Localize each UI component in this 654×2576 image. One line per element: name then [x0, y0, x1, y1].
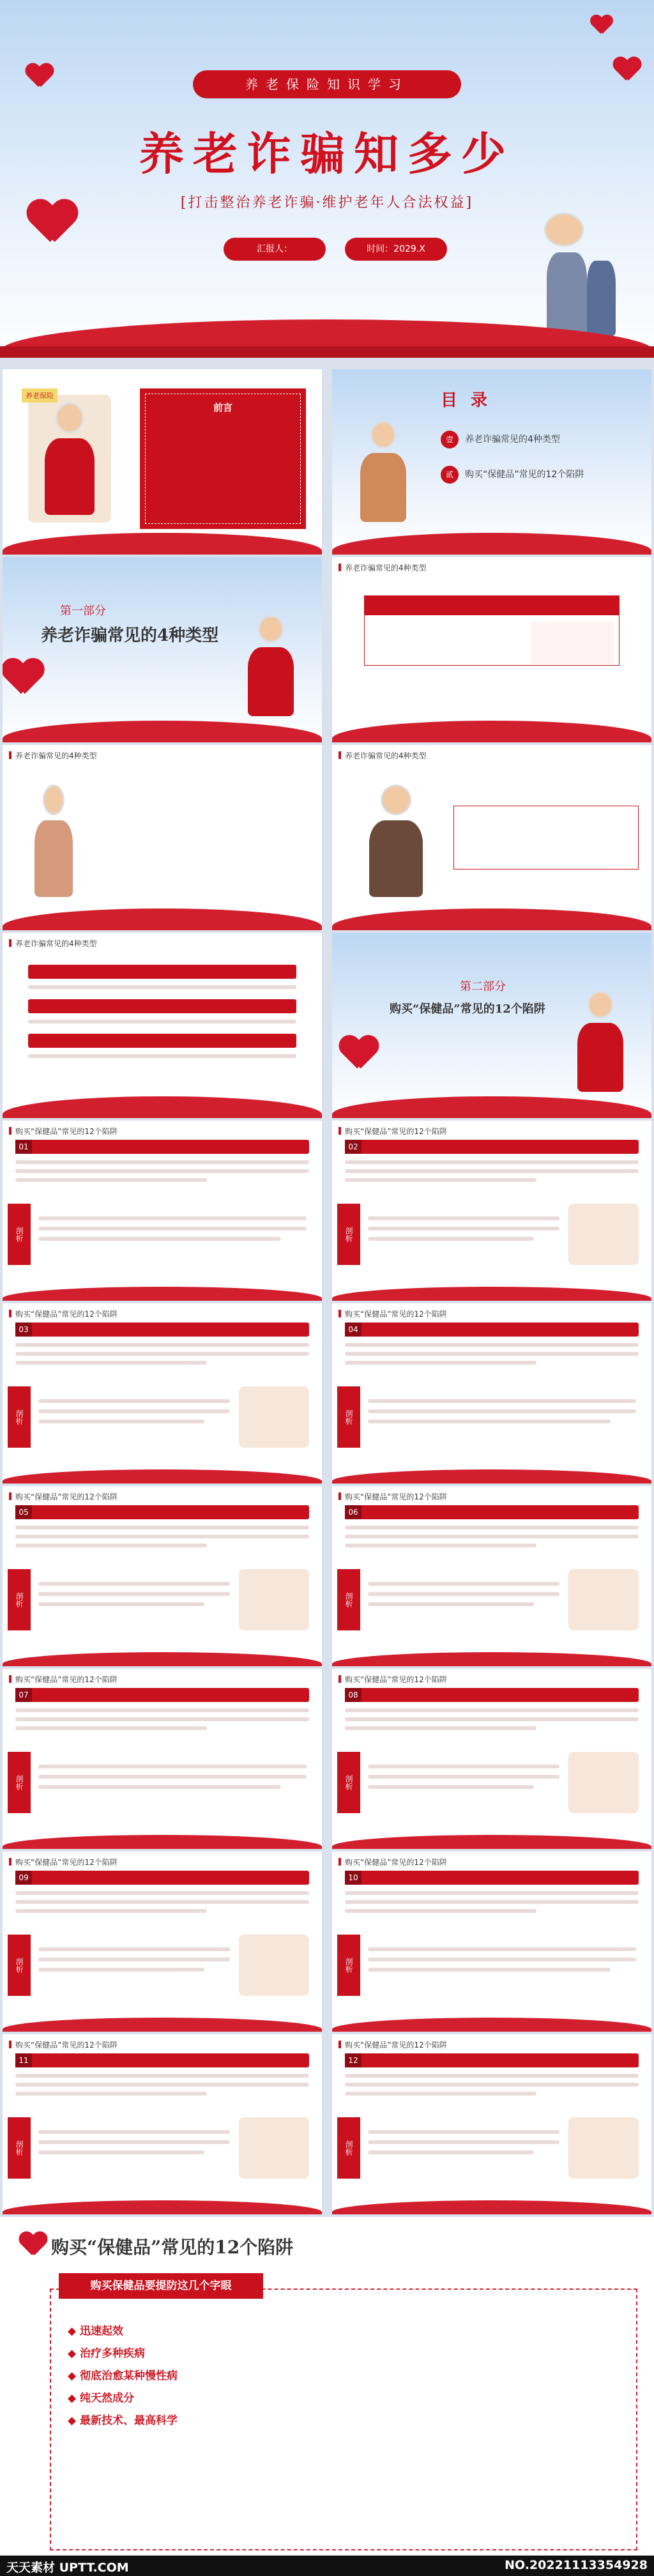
heart-icon: [613, 57, 641, 83]
pitfall-title-bar: 02: [345, 1140, 639, 1154]
pitfall-title-bar: 12: [345, 2053, 639, 2067]
red-bar: [28, 999, 296, 1013]
slide-header: 购买“保健品”常见的12个陷阱: [9, 1857, 118, 1867]
part-title: 养老诈骗常见的4种类型: [41, 626, 219, 645]
slide-text: [118, 841, 309, 898]
pitfall-title-bar: 05: [15, 1505, 309, 1519]
slide-final: [0, 2217, 654, 2556]
slide-header: 购买“保健品”常见的12个陷阱: [9, 1308, 118, 1319]
slide-pitfall-10: [332, 1851, 651, 2032]
analysis-label: 剖析: [337, 1386, 360, 1448]
slide-header: 购买“保健品”常见的12个陷阱: [338, 1491, 447, 1502]
elderly-illustration: [239, 2117, 309, 2179]
elderly-couple-illustration: [524, 204, 639, 345]
slide-header: 购买“保健品”常见的12个陷阱: [338, 1126, 447, 1137]
part-label: 第一部分: [60, 604, 106, 618]
final-band: 购买保健品要提防这几个字眼: [59, 2273, 263, 2299]
slide-type-3-4: [332, 745, 651, 930]
analysis-label: 剖析: [8, 1204, 31, 1265]
analysis-label: 剖析: [8, 1569, 31, 1630]
slide-header: 购买“保健品”常见的12个陷阱: [338, 1857, 447, 1867]
analysis-label: 剖析: [8, 1935, 31, 1996]
slide-header: 养老诈骗常见的4种类型: [9, 750, 97, 761]
analysis-label: 剖析: [8, 2117, 31, 2179]
tip-title: ◆ 迅速起效: [68, 2322, 620, 2338]
slide-part2: [332, 933, 651, 1118]
pitfall-title-bar: 03: [15, 1322, 309, 1337]
elderly-couple-illustration: [345, 414, 422, 529]
tips-box: [50, 2288, 637, 2550]
toc-item-2[interactable]: 贰 购买“保健品”常见的12个陷阱: [441, 465, 584, 484]
tip-title: ◆ 最新技术、最高科学: [68, 2411, 620, 2427]
slide-header: 购买“保健品”常见的12个陷阱: [9, 1126, 118, 1137]
slide-header: 购买“保健品”常见的12个陷阱: [338, 1674, 447, 1685]
elderly-illustration: [239, 1935, 309, 1996]
tip-title: ◆ 纯天然成分: [68, 2389, 620, 2405]
heart-icon: [26, 64, 54, 89]
heart-icon: [339, 1036, 379, 1072]
red-banner: [365, 596, 619, 615]
elderly-helper-illustration: [351, 777, 441, 905]
toc-item-1[interactable]: 壹 养老诈骗常见的4种类型: [441, 430, 560, 449]
footer-bar: [0, 2556, 654, 2576]
slide-header: 养老诈骗常见的4种类型: [338, 750, 427, 761]
slide-text: [118, 777, 309, 834]
elderly-illustration: [568, 1569, 639, 1630]
time-pill: 时间：2029.X: [345, 238, 447, 261]
slide-type-overview: [332, 557, 651, 742]
cover-slide: [0, 0, 654, 358]
footer-right: NO.20221113354928: [505, 2558, 648, 2572]
tip-title: ◆ 治疗多种疾病: [68, 2344, 620, 2360]
elderly-illustration: [568, 1204, 639, 1265]
red-bar: [28, 1034, 296, 1048]
intro-sign: 养老保险: [22, 388, 57, 402]
pitfall-title-bar: 07: [15, 1688, 309, 1702]
slide-pitfall-03: [3, 1303, 322, 1483]
pitfall-title-bar: 11: [15, 2053, 309, 2067]
slide-pitfall-01: [3, 1121, 322, 1301]
elderly-wheelchair-illustration: [28, 395, 111, 523]
pitfall-title-bar: 09: [15, 1871, 309, 1885]
slide-toc: [332, 369, 651, 555]
toc-title: 目 录: [441, 391, 492, 410]
slide-part1: [3, 557, 322, 742]
slide-type-1-2: [3, 745, 322, 930]
slide-header: 购买“保健品”常见的12个陷阱: [9, 1491, 118, 1502]
pitfall-title-bar: 04: [345, 1322, 639, 1337]
analysis-label: 剖析: [8, 1752, 31, 1813]
intro-title: 前言: [213, 402, 232, 413]
page-title: 养老诈骗知多少: [139, 127, 515, 180]
part-title: 购买“保健品”常见的12个陷阱: [390, 1002, 545, 1016]
pitfall-title-bar: 01: [15, 1140, 309, 1154]
part-label: 第二部分: [460, 980, 506, 993]
reporter-pill: 汇报人：: [224, 238, 326, 261]
analysis-label: 剖析: [337, 2117, 360, 2179]
slide-header: 购买“保健品”常见的12个陷阱: [9, 1674, 118, 1685]
slide-header: 养老诈骗常见的4种类型: [9, 938, 97, 949]
caregiver-illustration: [232, 608, 309, 723]
intro-box: [140, 388, 306, 529]
slide-header: 养老诈骗常见的4种类型: [338, 562, 427, 573]
cover-band: 养老保险知识学习: [193, 70, 461, 98]
slide-pitfall-06: [332, 1486, 651, 1666]
caregiver-illustration: [562, 984, 639, 1099]
slide-header: 购买“保健品”常见的12个陷阱: [338, 2039, 447, 2050]
slide-pitfall-05: [3, 1486, 322, 1666]
cover-subtitle: [打击整治养老诈骗·维护老年人合法权益]: [180, 195, 474, 211]
slide-text: [371, 619, 524, 661]
slide-text: [460, 811, 633, 865]
analysis-label: 剖析: [337, 1935, 360, 1996]
tip-title: ◆ 彻底治愈某种慢性病: [68, 2366, 620, 2382]
heart-icon: [590, 15, 612, 36]
heart-icon: [3, 659, 44, 698]
slide-intro: [3, 369, 322, 555]
slide-pitfall-02: [332, 1121, 651, 1301]
analysis-label: 剖析: [337, 1204, 360, 1265]
pitfall-title-bar: 06: [345, 1505, 639, 1519]
pitfall-title-bar: 10: [345, 1871, 639, 1885]
footer-left: 天天素材 UPTT.COM: [6, 2561, 129, 2575]
analysis-label: 剖析: [337, 1569, 360, 1630]
slide-header: 购买“保健品”常见的12个陷阱: [9, 2039, 118, 2050]
elderly-illustration: [568, 1752, 639, 1813]
heart-icon: [19, 2232, 47, 2258]
slide-pitfall-09: [3, 1851, 322, 2032]
slide-header: 购买“保健品”常见的12个陷阱: [338, 1308, 447, 1319]
elderly-illustration: [239, 1569, 309, 1630]
slide-pitfall-07: [3, 1669, 322, 1849]
slide-pitfall-04: [332, 1303, 651, 1483]
umbrella-couple-illustration: [531, 622, 614, 664]
analysis-label: 剖析: [8, 1386, 31, 1448]
slide-pitfall-11: [3, 2034, 322, 2214]
slide-pitfall-08: [332, 1669, 651, 1849]
pitfall-title-bar: 08: [345, 1688, 639, 1702]
final-title: 购买“保健品”常见的12个陷阱: [51, 2237, 294, 2258]
red-bar: [28, 965, 296, 979]
elderly-woman-illustration: [22, 777, 86, 905]
elderly-illustration: [239, 1386, 309, 1448]
elderly-illustration: [568, 2117, 639, 2179]
slide-type-summary: [3, 933, 322, 1118]
analysis-label: 剖析: [337, 1752, 360, 1813]
slide-pitfall-12: [332, 2034, 651, 2214]
